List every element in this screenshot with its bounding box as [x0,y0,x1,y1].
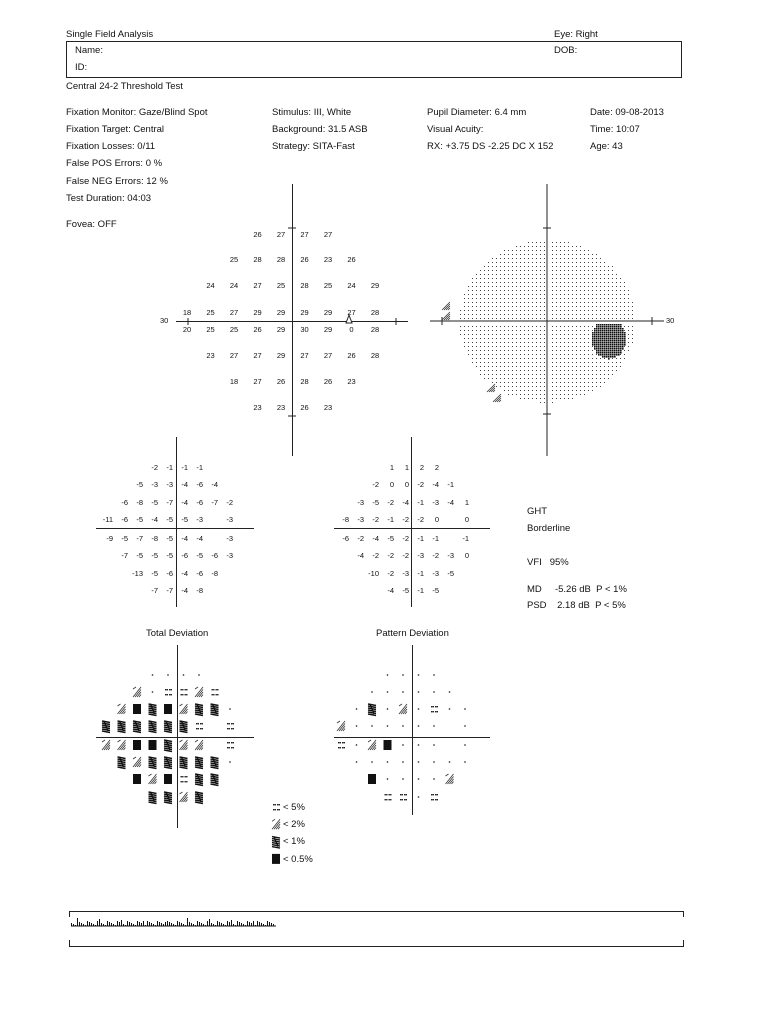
pd-value: 0 [464,515,469,524]
legend-label-05: < 0.5% [283,854,313,865]
td-value: -3 [196,515,203,524]
pd-value: -2 [387,569,394,578]
threshold-value: 25 [229,325,239,334]
pd-value: -1 [417,586,424,595]
fixation-losses: Fixation Losses: 0/11 [66,141,156,152]
pd-value: 2 [419,463,424,472]
threshold-value: 23 [323,255,333,264]
pd-value: -3 [402,569,409,578]
pd-value: -4 [357,551,364,560]
threshold-value: 23 [206,351,215,360]
pd-value: -2 [372,515,379,524]
td-value: -9 [106,534,113,543]
threshold-value: 29 [323,325,333,334]
pd-value: 1 [464,498,469,507]
td-value: -5 [151,569,158,578]
threshold-value: 23 [253,403,262,412]
threshold-value: 29 [276,351,286,360]
visual-acuity: Visual Acuity: [427,124,484,135]
td-value: -4 [211,480,218,489]
pd-value: -2 [387,498,394,507]
pd-value: -10 [368,569,379,578]
threshold-value: 27 [253,377,262,386]
td-value: -6 [196,498,203,507]
pd-value: -6 [342,534,349,543]
pd-value: -2 [357,534,364,543]
threshold-value: 27 [300,230,309,239]
psd: PSD 2.18 dB P < 5% [527,600,626,611]
td-value: -5 [181,515,188,524]
pd-value: -5 [372,498,379,507]
td-value: -3 [226,534,233,543]
td-value: -8 [196,586,203,595]
pd-value: -2 [387,551,394,560]
vfi: VFI 95% [527,557,569,568]
threshold-value: 18 [229,377,239,386]
threshold-value: 25 [206,308,215,317]
threshold-value: 27 [276,230,286,239]
pd-value: -2 [402,534,409,543]
pd-value: -5 [432,586,439,595]
td-value: -7 [211,498,218,507]
td-value: -6 [181,551,188,560]
td-value: -4 [181,498,188,507]
threshold-value: 28 [370,308,380,317]
td-value: -5 [136,515,143,524]
pd-value: -1 [432,534,439,543]
threshold-value: 30 [300,325,309,334]
pd-value: -2 [372,551,379,560]
td-value: -6 [121,515,128,524]
pd-value: -2 [417,515,424,524]
pattern-deviation-label: Pattern Deviation [376,628,449,639]
td-value: -6 [121,498,128,507]
threshold-value: 18 [182,308,192,317]
td-value: -5 [196,551,203,560]
threshold-value: 29 [276,325,286,334]
threshold-value: 26 [300,403,309,412]
test-time: Time: 10:07 [590,124,640,135]
td-value: -8 [136,498,143,507]
pd-value: -3 [432,498,439,507]
threshold-value: 26 [347,351,356,360]
pd-value: -3 [447,551,454,560]
threshold-value: 26 [347,255,356,264]
background: Background: 31.5 ASB [272,124,368,135]
td-value: -5 [151,498,158,507]
threshold-value: 23 [276,403,286,412]
td-value: -6 [166,569,173,578]
pd-value: -4 [387,586,394,595]
threshold-value: 27 [323,230,333,239]
threshold-value: 27 [347,308,356,317]
threshold-value: 27 [253,351,262,360]
threshold-value: 29 [253,308,262,317]
pd-value: -2 [402,551,409,560]
false-neg-errors: False NEG Errors: 12 % [66,176,168,187]
pd-value: -1 [387,515,394,524]
rx: RX: +3.75 DS -2.25 DC X 152 [427,141,554,152]
pd-value: -5 [387,534,394,543]
threshold-value: 26 [253,230,262,239]
threshold-value: 28 [370,325,380,334]
pd-value: 1 [389,463,394,472]
pupil-diameter: Pupil Diameter: 6.4 mm [427,107,527,118]
threshold-value: 20 [182,325,192,334]
pd-value: -5 [447,569,454,578]
td-value: -7 [151,586,158,595]
td-value: -1 [166,463,173,472]
td-value: -11 [102,515,113,524]
threshold-value: 29 [323,308,333,317]
td-value: -4 [181,534,188,543]
threshold-value: 25 [229,255,239,264]
threshold-value: 27 [323,351,333,360]
pd-value: -1 [447,480,454,489]
pd-value: 0 [464,551,469,560]
td-value: -7 [121,551,128,560]
threshold-value: 26 [276,377,286,386]
pd-value: 0 [404,480,409,489]
total-deviation-label: Total Deviation [146,628,209,639]
ght-value: Borderline [527,523,571,534]
fovea: Fovea: OFF [66,219,117,230]
td-value: -7 [166,498,173,507]
threshold-value: 28 [276,255,286,264]
id-label: ID: [75,62,88,73]
threshold-value: 28 [300,281,309,290]
legend-label-5: < 5% [283,802,305,813]
pd-value: -8 [342,515,349,524]
pd-value: -1 [417,534,424,543]
patient-age: Age: 43 [590,141,623,152]
strategy: Strategy: SITA-Fast [272,141,355,152]
td-value: -5 [151,551,158,560]
td-value: -2 [151,463,158,472]
pd-value: -2 [372,480,379,489]
pd-value: -5 [402,586,409,595]
test-date: Date: 09-08-2013 [590,107,664,118]
pd-value: -3 [432,569,439,578]
td-value: -6 [196,569,203,578]
threshold-value: 27 [229,308,239,317]
td-value: -5 [136,551,143,560]
threshold-value: 29 [276,308,286,317]
pd-value: -2 [432,551,439,560]
test-name: Central 24-2 Threshold Test [66,81,183,92]
pd-value: 0 [434,515,439,524]
threshold-value: 0 [349,325,354,334]
threshold-value: 26 [253,325,262,334]
report-title: Single Field Analysis [66,29,154,40]
td-value: -8 [211,569,218,578]
pd-value: 1 [404,463,409,472]
td-value: -7 [136,534,143,543]
threshold-value: 27 [300,351,309,360]
td-value: -4 [151,515,158,524]
pd-value: -1 [462,534,469,543]
threshold-value: 24 [229,281,239,290]
threshold-value: 28 [370,351,380,360]
pd-value: -4 [432,480,439,489]
pd-value: -3 [417,551,424,560]
td-value: -3 [166,480,173,489]
td-value: -6 [196,480,203,489]
threshold-value: 28 [253,255,262,264]
threshold-value: 23 [347,377,356,386]
threshold-value: 27 [229,351,239,360]
fixation-target: Fixation Target: Central [66,124,165,135]
pd-value: -3 [357,498,364,507]
pd-value: -2 [417,480,424,489]
pd-value: -4 [372,534,379,543]
td-value: -1 [196,463,203,472]
td-value: -4 [196,534,203,543]
threshold-value: 29 [300,308,309,317]
threshold-value: 23 [323,403,333,412]
pd-value: 2 [434,463,439,472]
td-value: -13 [132,569,143,578]
td-value: -3 [226,515,233,524]
td-value: -8 [151,534,158,543]
pd-value: -2 [402,515,409,524]
md: MD -5.26 dB P < 1% [527,584,627,595]
td-value: -1 [181,463,188,472]
threshold-value: 28 [300,377,309,386]
gaze-bars [71,918,274,926]
pd-value: -1 [417,569,424,578]
td-value: -5 [166,515,173,524]
td-value: -4 [181,586,188,595]
threshold-axis-label: 30 [160,316,169,325]
false-pos-errors: False POS Errors: 0 % [66,158,163,169]
threshold-value: 24 [206,281,215,290]
pd-value: -4 [447,498,454,507]
td-value: -3 [151,480,158,489]
threshold-value: 24 [347,281,356,290]
pd-value: -1 [417,498,424,507]
name-label: Name: [75,45,103,56]
threshold-value: 29 [370,281,380,290]
td-value: -3 [226,551,233,560]
threshold-value: 27 [253,281,262,290]
td-value: -7 [166,586,173,595]
td-value: -2 [226,498,233,507]
eye-label: Eye: Right [554,29,598,40]
threshold-value: 25 [276,281,286,290]
td-value: -4 [181,569,188,578]
grayscale-axis-label: 30 [666,316,675,325]
threshold-value: 26 [300,255,309,264]
pd-value: 0 [389,480,394,489]
threshold-value: 25 [206,325,215,334]
td-value: -6 [211,551,218,560]
threshold-value: 26 [323,377,333,386]
test-duration: Test Duration: 04:03 [66,193,152,204]
dob-label: DOB: [554,45,578,56]
legend-label-1: < 1% [283,836,305,847]
ght-label: GHT [527,506,548,517]
fixation-monitor: Fixation Monitor: Gaze/Blind Spot [66,107,208,118]
pd-value: -3 [357,515,364,524]
td-value: -5 [166,551,173,560]
stimulus: Stimulus: III, White [272,107,352,118]
td-value: -5 [166,534,173,543]
legend-label-2: < 2% [283,819,305,830]
td-value: -5 [136,480,143,489]
td-value: -4 [181,480,188,489]
td-value: -5 [121,534,128,543]
pd-value: -4 [402,498,409,507]
threshold-value: 25 [323,281,333,290]
